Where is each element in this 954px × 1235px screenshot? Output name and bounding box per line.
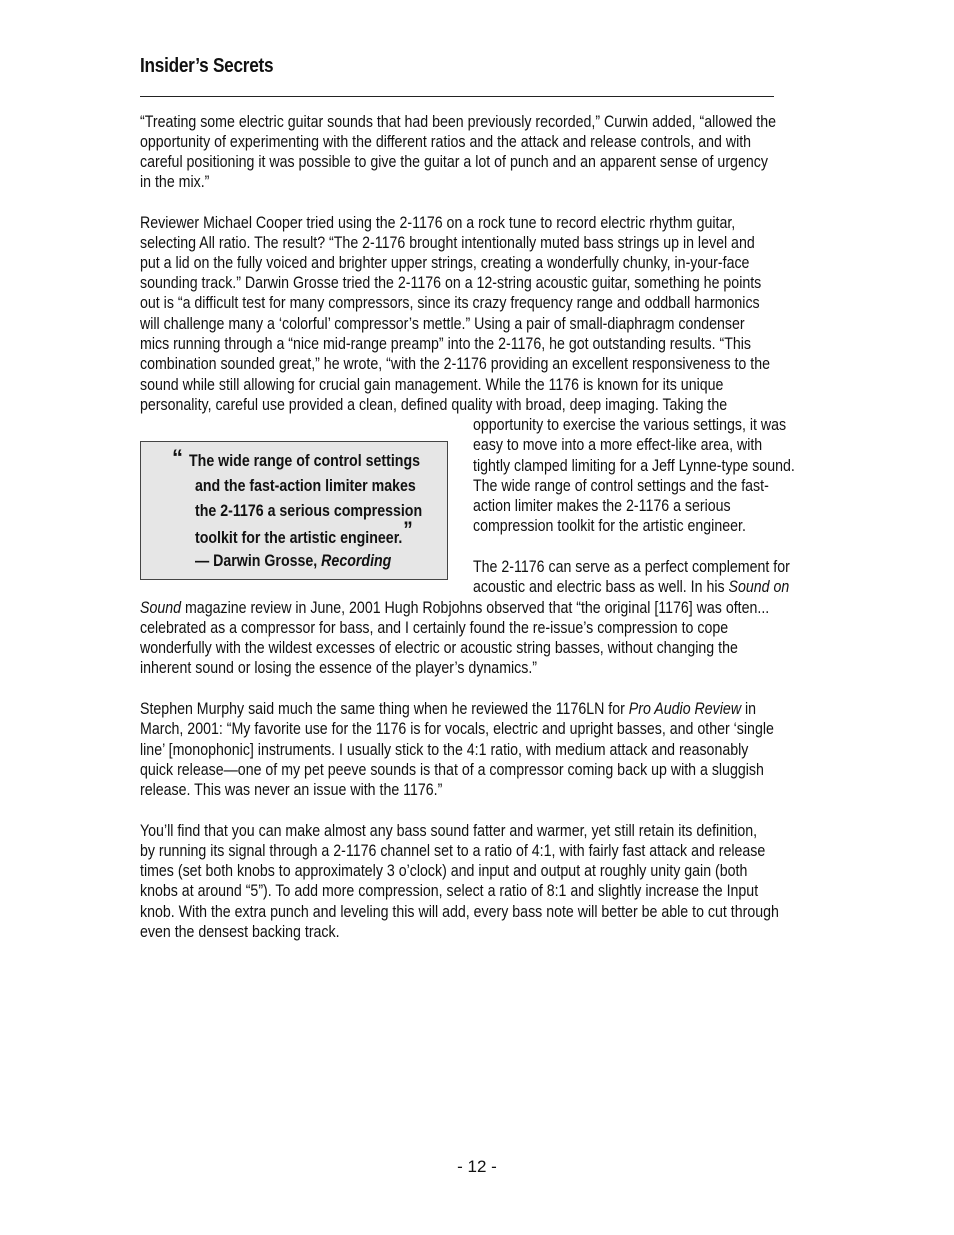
text-line: mics running through a “nice mid-range preamp” into the 2-1176, he got outstanding results. “This xyxy=(140,335,752,353)
text-line: personality, careful use provided a clean, defined quality with broad, deep imaging. Taking the xyxy=(140,396,728,414)
text-line: combination sounded great,” he wrote, “with the 2-1176 providing an excellent responsiveness to the xyxy=(140,355,771,373)
pull-quote-line: The wide range of control settings xyxy=(189,452,421,470)
magazine-title: Sound on xyxy=(728,578,790,596)
text-line: action limiter makes the 2-1176 a serious xyxy=(473,497,731,515)
pull-quote-line: and the fast-action limiter makes xyxy=(195,477,416,495)
text-line xyxy=(473,577,789,597)
text-line: compression toolkit for the artistic engineer. xyxy=(473,517,746,535)
text-line: release. This was never an issue with the 1176.” xyxy=(140,781,443,799)
attribution-name: — Darwin Grosse, xyxy=(195,552,322,570)
text-line: celebrated as a compressor for bass, and I certainly found the re-issue’s compression to cope xyxy=(140,619,729,637)
close-quote-mark: ” xyxy=(403,517,413,542)
text-line: opportunity of experimenting with the different ratios and the attack and release controls, and with xyxy=(140,133,752,151)
text-line: “Treating some electric guitar sounds that had been previously recorded,” Curwin added, “allowed the xyxy=(140,113,777,131)
text-line: times (set both knobs to approximately 3 o’clock) and input and output at roughly unity gain (both xyxy=(140,862,748,880)
text-line: out is “a difficult test for many compressors, since its crazy frequency range and oddball harmonics xyxy=(140,294,760,312)
text-line: will challenge many a ‘colorful’ compressor’s mettle.” Using a pair of small-diaphragm condenser xyxy=(140,315,745,333)
text-line: The 2-1176 can serve as a perfect complement for xyxy=(473,558,790,576)
text-line: quick release—one of my pet peeve sounds is that of a compressor coming back up with a sluggish xyxy=(140,761,764,779)
text-line: knobs at around “5”). To add more compression, select a ratio of 8:1 and slightly increase the Input xyxy=(140,882,759,900)
text-line: put a lid on the fully voiced and brighter upper strings, creating a wonderfully chunky, in-your-face xyxy=(140,254,750,272)
text-line xyxy=(140,699,756,719)
header-rule xyxy=(140,96,774,97)
text-segment: in xyxy=(741,700,757,718)
header-title: Insider’s Secrets xyxy=(140,55,274,77)
pull-quote-box xyxy=(140,441,448,580)
magazine-title: Pro Audio Review xyxy=(628,700,742,718)
text-line: knob. With the extra punch and leveling this will add, every bass note will better be able to cut through xyxy=(140,903,779,921)
text-line: line’ [monophonic] instruments. I usually stick to the 4:1 ratio, with medium attack and reasonably xyxy=(140,741,749,759)
text-line: sound while still allowing for crucial gain management. While the 1176 is known for its unique xyxy=(140,376,724,394)
text-line: by running its signal through a 2-1176 channel set to a ratio of 4:1, with fairly fast attack and release xyxy=(140,842,766,860)
text-line: wonderfully with the wildest excesses of electric or acoustic string basses, without changing the xyxy=(140,639,738,657)
text-line xyxy=(140,598,769,618)
text-line: You’ll find that you can make almost any bass sound fatter and warmer, yet still retain its definition, xyxy=(140,822,758,840)
page-number: - 12 - xyxy=(457,1157,497,1176)
attribution-source: Recording xyxy=(321,552,392,570)
text-line: sounding track.” Darwin Grosse tried the 2-1176 on a 12-string acoustic guitar, something he points xyxy=(140,274,762,292)
open-quote-mark: “ xyxy=(172,445,183,470)
text-line: Reviewer Michael Cooper tried using the 2-1176 on a rock tune to record electric rhythm guitar, xyxy=(140,214,736,232)
pull-quote-attribution xyxy=(195,550,391,572)
magazine-title: Sound xyxy=(140,599,182,617)
text-segment: magazine review in June, 2001 Hugh Robjohns observed that “the original [1176] was often... xyxy=(181,599,770,617)
text-line: inherent sound or losing the essence of the player’s dynamics.” xyxy=(140,659,538,677)
text-line: even the densest backing track. xyxy=(140,923,340,941)
text-line: easy to move into a more effect-like area, with xyxy=(473,436,763,454)
pull-quote-line xyxy=(195,517,413,549)
pull-quote-line: the 2-1176 a serious compression xyxy=(195,502,423,520)
text-line: opportunity to exercise the various settings, it was xyxy=(473,416,787,434)
pull-quote-text: toolkit for the artistic engineer. xyxy=(195,529,403,547)
text-segment: Stephen Murphy said much the same thing when he reviewed the 1176LN for xyxy=(140,700,629,718)
text-line: in the mix.” xyxy=(140,173,210,191)
text-line: March, 2001: “My favorite use for the 1176 is for vocals, electric and upright basses, and other ‘single xyxy=(140,720,774,738)
text-line: careful positioning it was possible to give the guitar a lot of punch and an apparent sense of urgency xyxy=(140,153,768,171)
text-segment: acoustic and electric bass as well. In his xyxy=(473,578,729,596)
text-line: The wide range of control settings and the fast- xyxy=(473,477,769,495)
text-line: tightly clamped limiting for a Jeff Lynne-type sound. xyxy=(473,457,795,475)
text-line: selecting All ratio. The result? “The 2-1176 brought intentionally muted bass strings up in level and xyxy=(140,234,755,252)
